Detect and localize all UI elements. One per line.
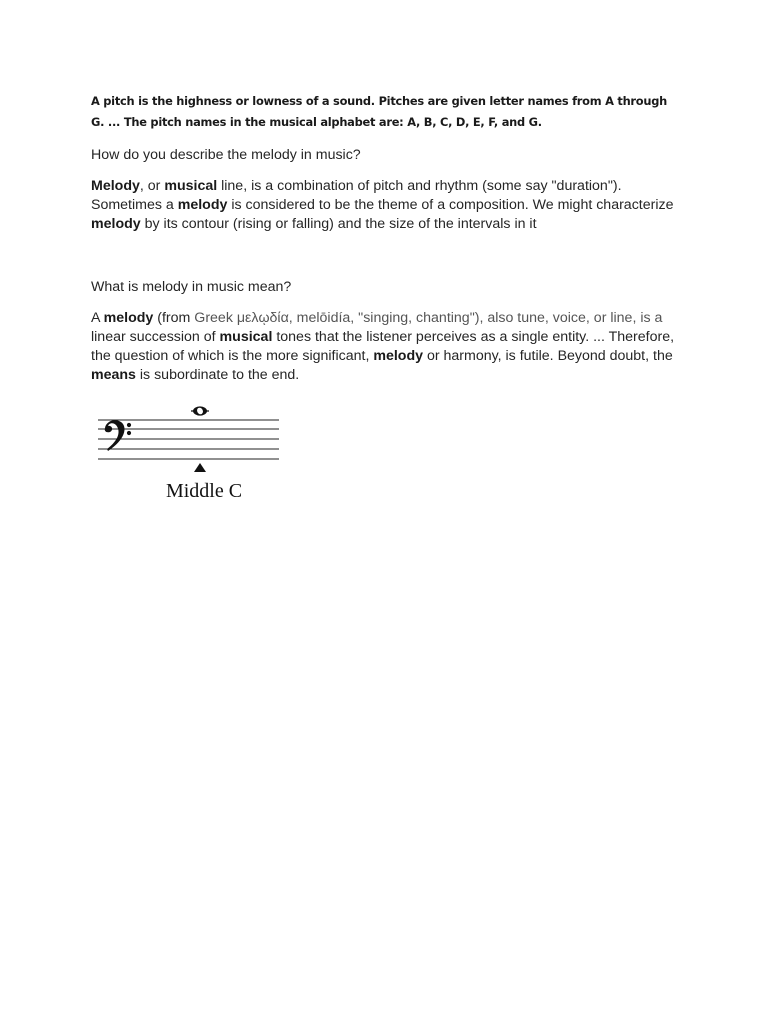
answer-text: , or (139, 178, 165, 194)
answer-text: A (91, 310, 104, 326)
bold-term: means (91, 367, 136, 383)
answer-text: linear succession of (91, 329, 220, 345)
whole-note-icon (191, 406, 209, 415)
answer-describe-melody (91, 177, 681, 234)
middle-c-staff-figure (95, 398, 285, 506)
bold-term: Melody (91, 178, 140, 194)
greek-etymology: Greek μελῳδία, melōidía, "singing, chanting"), also tune, voice, or line, is a (194, 310, 663, 326)
bold-term: musical (164, 178, 218, 194)
answer-text: is subordinate to the end. (135, 367, 300, 383)
answer-text: or harmony, is futile. Beyond doubt, the (423, 348, 673, 364)
bold-term: melody (91, 216, 141, 232)
answer-text: is considered to be the theme of a composition. We might characterize (227, 197, 674, 213)
question-melody-meaning: What is melody in music mean? (91, 279, 292, 295)
intro-paragraph: A pitch is the highness or lowness of a sound. Pitches are given letter names from A through G. ... The pitch names in the musical alphabet are: A, B, C, D, E, F, and G. (91, 94, 667, 129)
figure-label: Middle C (165, 480, 243, 502)
bold-term: melody (177, 197, 228, 213)
question-describe-melody: How do you describe the melody in music? (91, 147, 361, 163)
bold-term: melody (103, 310, 154, 326)
pointer-triangle-icon (194, 463, 206, 472)
answer-text: line, is a combination of pitch and rhythm (some say "duration"). Sometimes a (91, 178, 622, 213)
answer-text: tones that the listener perceives as a single entity. ... Therefore, the question of which is the more significant, (91, 329, 675, 364)
bold-term: musical (219, 329, 273, 345)
answer-text: (from (153, 310, 195, 326)
bass-clef-icon (105, 420, 131, 451)
staff-lines (98, 420, 279, 459)
answer-melody-meaning (91, 309, 681, 385)
bold-term: melody (373, 348, 423, 364)
answer-text: by its contour (rising or falling) and the size of the intervals in it (140, 216, 537, 232)
